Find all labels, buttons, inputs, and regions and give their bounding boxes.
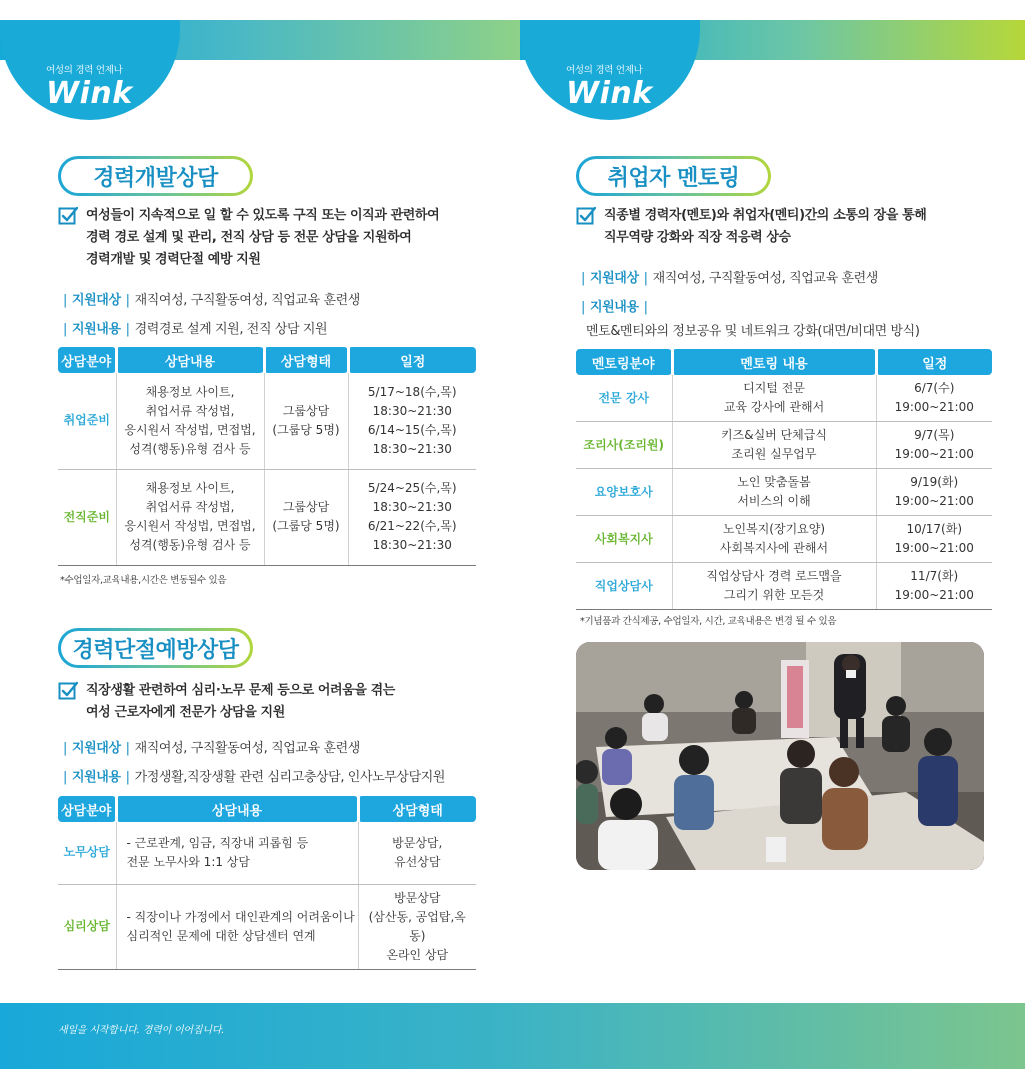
- classroom-illustration: [576, 642, 984, 870]
- table-row: [58, 884, 476, 969]
- field-cell: 직업상담사: [576, 563, 672, 610]
- prevention-content: | 지원내용 | 가정생활,직장생활 관련 심리고충상담, 인사노무상담지원: [63, 770, 446, 785]
- field-cell: 노무상담: [58, 822, 116, 884]
- type-cell: [358, 884, 476, 969]
- prevention-table: [58, 796, 476, 970]
- cell-line: 19:00~21:00: [894, 447, 974, 461]
- mentoring-target: | 지원대상 | 재직여성, 구직활동여성, 직업교육 훈련생: [581, 271, 878, 286]
- cell-line: 19:00~21:00: [894, 588, 974, 602]
- cell-line: 19:00~21:00: [894, 494, 974, 508]
- cell-line: 5/24~25(수,목): [367, 481, 457, 495]
- schedule-cell: [876, 375, 992, 422]
- cell-line: 19:00~21:00: [894, 400, 974, 414]
- cell-line: (삼산동, 공업탑,옥동): [368, 909, 466, 943]
- type-cell: [264, 469, 348, 565]
- cell-line: 교육 강사에 관해서: [723, 400, 825, 414]
- cell-line: 그리기 위한 모든것: [723, 588, 825, 602]
- cell-line: 방문상담,: [392, 835, 443, 850]
- field-cell: 조리사(조리원): [576, 422, 672, 469]
- table-row: [576, 563, 992, 610]
- cell-line: 18:30~21:30: [372, 500, 452, 514]
- logo-badge-right: [520, 20, 700, 120]
- checkbox-icon: [58, 681, 78, 701]
- content-cell: [116, 884, 358, 969]
- table-header-cell: 멘토링분야: [576, 349, 672, 375]
- info-label: 지원내용: [71, 770, 121, 785]
- desc-line: 경력개발 및 경력단절 예방 지원: [86, 252, 261, 267]
- field-cell: 심리상담: [58, 884, 116, 969]
- table-row: [576, 422, 992, 469]
- cell-line: 서비스의 이해: [737, 494, 811, 508]
- schedule-cell: [348, 469, 476, 565]
- career-dev-note: *수업일자,교육내용,시간은 변동될수 있음: [60, 575, 227, 586]
- cell-line: 10/17(화): [906, 522, 963, 536]
- table-header-cell: 상담분야: [58, 796, 116, 822]
- logo-badge-left: [0, 20, 180, 120]
- cell-line: 전문 노무사와 1:1 상담: [126, 854, 250, 869]
- table-row: [58, 373, 476, 469]
- checkbox-icon: [58, 206, 78, 226]
- cell-line: - 근로관계, 임금, 직장내 괴롭힘 등: [126, 835, 309, 850]
- table-row: [58, 469, 476, 565]
- checkbox-icon: [576, 206, 596, 226]
- cell-line: 노인 맞춤돌봄: [737, 475, 811, 489]
- cell-line: 온라인 상담: [386, 947, 449, 962]
- cell-line: 그룹상담: [282, 403, 330, 418]
- cell-line: 방문상담: [394, 890, 441, 905]
- career-dev-table: [58, 347, 476, 566]
- logo-tagline: 여성의 경력 언제나: [566, 65, 643, 76]
- desc-line: 직종별 경력자(멘토)와 취업자(멘티)간의 소통의 장을 통해: [604, 208, 927, 223]
- cell-line: 키즈&실버 단체급식: [721, 428, 827, 442]
- table-header-row: [58, 347, 476, 373]
- section-title-label: 취업자 멘토링: [607, 165, 740, 191]
- section-title-label: 경력단절예방상담: [72, 637, 239, 663]
- mentoring-session-photo: [576, 642, 984, 870]
- info-value: 가정생활,직장생활 관련 심리고충상담, 인사노무상담지원: [134, 770, 446, 785]
- section-title-career-dev: [58, 156, 253, 196]
- content-cell: [672, 516, 876, 563]
- field-cell: 전문 강사: [576, 375, 672, 422]
- table-row: [576, 516, 992, 563]
- info-value: 재직여성, 구직활동여성, 직업교육 훈련생: [134, 741, 360, 756]
- footer-band: [0, 1003, 1025, 1069]
- type-cell: [358, 822, 476, 884]
- career-dev-description: [86, 205, 439, 271]
- cell-line: 응시원서 작성법, 면접법,: [124, 519, 256, 533]
- info-value: 재직여성, 구직활동여성, 직업교육 훈련생: [134, 293, 360, 308]
- cell-line: 응시원서 작성법, 면접법,: [124, 422, 256, 437]
- wink-logo: Wink: [46, 76, 133, 111]
- table-header-cell: 일정: [348, 347, 476, 373]
- table-header-cell: 상담형태: [358, 796, 476, 822]
- schedule-cell: [876, 469, 992, 516]
- cell-line: 18:30~21:30: [372, 441, 452, 456]
- table-row: [576, 375, 992, 422]
- cell-line: 11/7(화): [910, 569, 959, 583]
- table-header-cell: 상담분야: [58, 347, 116, 373]
- cell-line: 취업서류 작성법,: [145, 403, 235, 418]
- mentoring-content-label: | 지원내용 |: [581, 300, 648, 315]
- content-cell: [672, 563, 876, 610]
- content-cell: [672, 422, 876, 469]
- mentoring-content-value: 멘토&멘티와의 정보공유 및 네트워크 강화(대면/비대면 방식): [586, 324, 920, 339]
- table-header-row: [576, 349, 992, 375]
- table-header-cell: 일정: [876, 349, 992, 375]
- section-title-prevention: [58, 628, 253, 668]
- prevention-target: | 지원대상 | 재직여성, 구직활동여성, 직업교육 훈련생: [63, 741, 360, 756]
- content-cell: [116, 469, 264, 565]
- career-dev-target: | 지원대상 | 재직여성, 구직활동여성, 직업교육 훈련생: [63, 293, 360, 308]
- section-title-mentoring: [576, 156, 771, 196]
- info-label: 지원대상: [71, 293, 121, 308]
- table-header-cell: 상담내용: [116, 347, 264, 373]
- mentoring-table: [576, 349, 992, 610]
- cell-line: 심리적인 문제에 대한 상담센터 연계: [126, 928, 316, 943]
- info-value: 경력경로 설계 지원, 전직 상담 지원: [134, 322, 328, 337]
- cell-line: - 직장이나 가정에서 대인관계의 어려움이나: [126, 909, 355, 924]
- content-cell: [672, 469, 876, 516]
- wink-logo: Wink: [566, 76, 653, 111]
- field-cell: 취업준비: [58, 373, 116, 469]
- type-cell: [264, 373, 348, 469]
- prevention-description: [86, 680, 395, 724]
- cell-line: 유선상담: [394, 854, 441, 869]
- table-header-cell: 멘토링 내용: [672, 349, 876, 375]
- table-row: [576, 469, 992, 516]
- cell-line: 9/19(화): [910, 475, 959, 489]
- content-cell: [672, 375, 876, 422]
- cell-line: 18:30~21:30: [372, 538, 452, 552]
- cell-line: 6/14~15(수,목): [367, 422, 457, 437]
- field-cell: 요양보호사: [576, 469, 672, 516]
- career-dev-content: | 지원내용 | 경력경로 설계 지원, 전직 상담 지원: [63, 322, 328, 337]
- cell-line: 5/17~18(수,목): [367, 384, 457, 399]
- cell-line: 성격(행동)유형 검사 등: [129, 538, 251, 552]
- mentoring-description: [604, 205, 926, 249]
- field-cell: 사회복지사: [576, 516, 672, 563]
- desc-line: 직장생활 관련하여 심리·노무 문제 등으로 어려움을 겪는: [86, 683, 395, 698]
- info-value: 재직여성, 구직활동여성, 직업교육 훈련생: [652, 271, 878, 286]
- cell-line: (그룹당 5명): [272, 422, 340, 437]
- info-label: 지원대상: [589, 271, 639, 286]
- cell-line: 사회복지사에 관해서: [719, 541, 829, 555]
- schedule-cell: [876, 516, 992, 563]
- field-cell: 전직준비: [58, 469, 116, 565]
- cell-line: 취업서류 작성법,: [145, 500, 235, 514]
- cell-line: 디지털 전문: [743, 381, 805, 395]
- cell-line: 성격(행동)유형 검사 등: [129, 441, 251, 456]
- table-header-row: [58, 796, 476, 822]
- desc-line: 직무역량 강화와 직장 적응력 상승: [604, 230, 791, 245]
- desc-line: 여성 근로자에게 전문가 상담을 지원: [86, 705, 285, 720]
- section-title-label: 경력개발상담: [93, 165, 218, 191]
- table-header-cell: 상담형태: [264, 347, 348, 373]
- cell-line: 6/7(수): [914, 381, 955, 395]
- schedule-cell: [876, 563, 992, 610]
- info-label: 지원내용: [71, 322, 121, 337]
- info-label: 지원내용: [589, 300, 639, 315]
- content-cell: [116, 373, 264, 469]
- table-row: [58, 822, 476, 884]
- schedule-cell: [348, 373, 476, 469]
- cell-line: 노인복지(장기요양): [722, 522, 826, 536]
- desc-line: 경력 경로 설계 및 관리, 전직 상담 등 전문 상담을 지원하여: [86, 230, 412, 245]
- cell-line: 채용정보 사이트,: [145, 481, 235, 495]
- cell-line: 18:30~21:30: [372, 403, 452, 418]
- cell-line: 그룹상담: [282, 500, 330, 514]
- schedule-cell: [876, 422, 992, 469]
- cell-line: (그룹당 5명): [272, 519, 340, 533]
- cell-line: 직업상담사 경력 로드맵을: [706, 569, 842, 583]
- desc-line: 여성들이 지속적으로 일 할 수 있도록 구직 또는 이직과 관련하여: [86, 208, 440, 223]
- cell-line: 6/21~22(수,목): [367, 519, 457, 533]
- info-label: 지원대상: [71, 741, 121, 756]
- cell-line: 9/7(목): [914, 428, 955, 442]
- cell-line: 19:00~21:00: [894, 541, 974, 555]
- cell-line: 채용정보 사이트,: [145, 384, 235, 399]
- logo-tagline: 여성의 경력 언제나: [46, 65, 123, 76]
- mentoring-note: *기념품과 간식제공, 수업일자, 시간, 교육내용은 변경 될 수 있음: [580, 616, 837, 627]
- cell-line: 조리원 실무업무: [731, 447, 817, 461]
- content-cell: [116, 822, 358, 884]
- table-header-cell: 상담내용: [116, 796, 358, 822]
- footer-slogan: 새일을 시작합니다. 경력이 이어집니다.: [58, 1025, 225, 1036]
